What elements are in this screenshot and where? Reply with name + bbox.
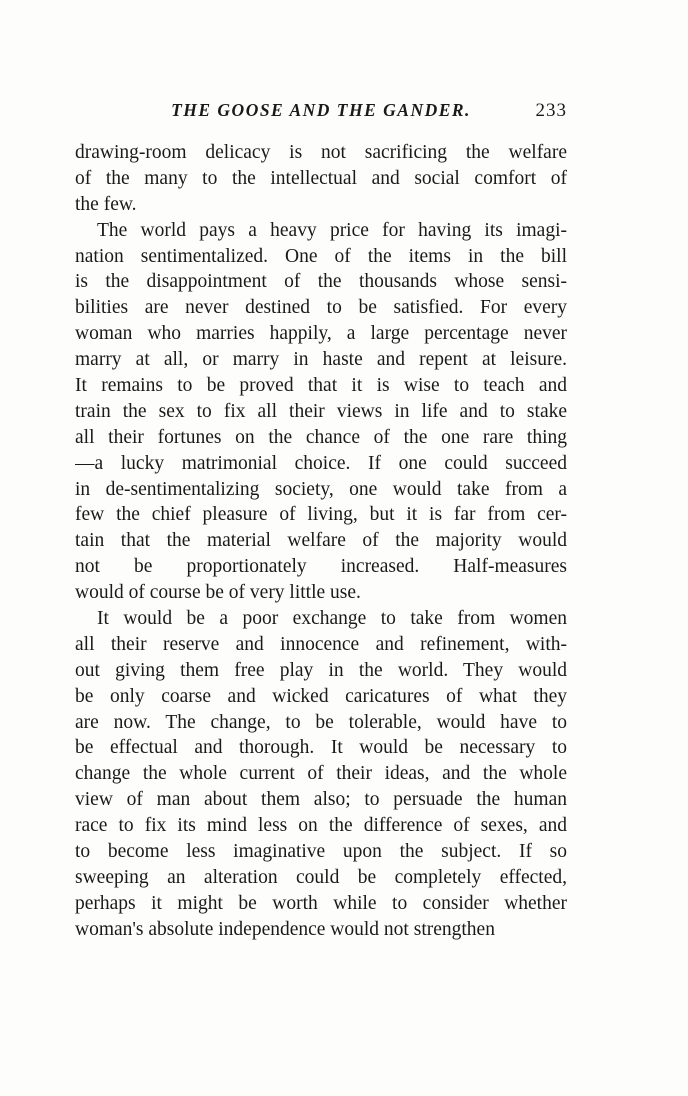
text-line: It remains to be proved that it is wise to teach and xyxy=(75,375,567,397)
paragraph xyxy=(75,140,567,218)
page-body xyxy=(75,140,567,943)
text-line: It would be a poor exchange to take from women xyxy=(97,608,567,630)
text-line: drawing-room delicacy is not sacrificing the welfare xyxy=(75,142,567,163)
text-line: few the chief pleasure of living, but it is far from cer- xyxy=(75,504,567,526)
text-line: —a lucky matrimonial choice. If one could succeed xyxy=(75,452,567,474)
text-line: perhaps it might be worth while to consider whether xyxy=(75,892,567,914)
text-line: train the sex to fix all their views in life and to stake xyxy=(75,400,567,422)
text-line: sweeping an alteration could be completely effected, xyxy=(75,866,567,888)
running-title: THE GOOSE AND THE GANDER. xyxy=(171,100,471,120)
text-line: of the many to the intellectual and social comfort of xyxy=(75,167,567,189)
text-line: is the disappointment of the thousands whose sensi- xyxy=(75,271,567,293)
text-line: be effectual and thorough. It would be necessary to xyxy=(75,737,567,759)
text-line: not be proportionately increased. Half-measures xyxy=(75,556,567,578)
page-number: 233 xyxy=(535,100,567,121)
text-line: marry at all, or marry in haste and repent at leisure. xyxy=(75,349,567,371)
text-line: are now. The change, to be tolerable, would have to xyxy=(75,711,567,733)
text-line: tain that the material welfare of the majority would xyxy=(75,530,567,552)
text-line: out giving them free play in the world. They would xyxy=(75,659,567,681)
text-line: be only coarse and wicked caricatures of what they xyxy=(75,685,567,707)
text-line: to become less imaginative upon the subject. If so xyxy=(75,841,567,863)
text-line: The world pays a heavy price for having its imagi- xyxy=(97,219,567,241)
paragraph xyxy=(75,606,567,943)
paragraph xyxy=(75,218,567,606)
text-line: view of man about them also; to persuade the human xyxy=(75,789,567,811)
text-line: bilities are never destined to be satisfied. For every xyxy=(75,297,567,319)
text-line: in de-sentimentalizing society, one would take from a xyxy=(75,478,567,500)
text-line: woman who marries happily, a large percentage never xyxy=(75,323,567,345)
text-line: nation sentimentalized. One of the items in the bill xyxy=(75,245,567,267)
text-line: would of course be of very little use. xyxy=(75,582,361,604)
text-line: change the whole current of their ideas, and the whole xyxy=(75,763,567,785)
text-line: all their reserve and innocence and refinement, with- xyxy=(75,633,567,655)
text-line: woman's absolute independence would not strengthen xyxy=(75,918,495,940)
running-head xyxy=(75,100,567,122)
text-line: all their fortunes on the chance of the one rare thing xyxy=(75,426,567,448)
text-line: the few. xyxy=(75,193,137,215)
text-line: race to fix its mind less on the difference of sexes, and xyxy=(75,815,567,837)
